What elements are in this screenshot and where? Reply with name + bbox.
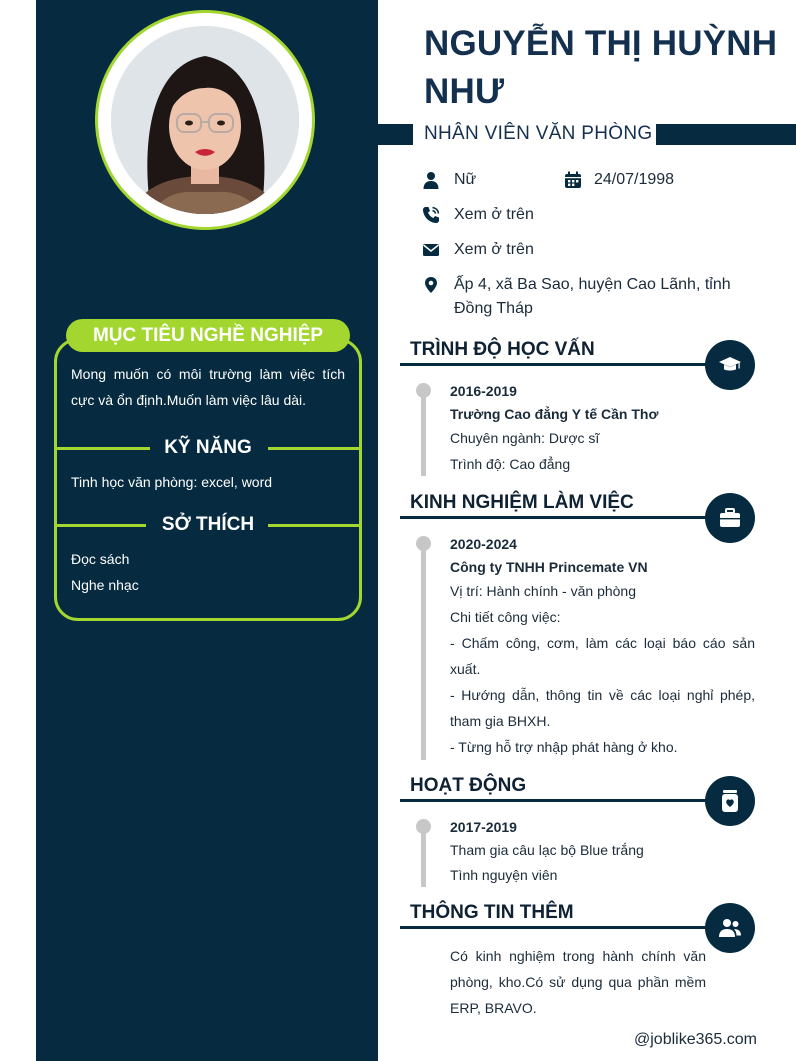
- list-item: Chi tiết công việc:: [450, 609, 561, 625]
- additional-title: THÔNG TIN THÊM: [410, 902, 574, 923]
- education-timeline: [421, 389, 426, 476]
- activities-header: [400, 772, 710, 800]
- activities-year: 2017-2019: [450, 819, 517, 835]
- job-title: NHÂN VIÊN VĂN PHÒNG: [424, 123, 653, 144]
- email-value: Xem ở trên: [454, 241, 534, 258]
- candidate-name: NGUYỄN THỊ HUỲNH NHƯ: [424, 24, 778, 111]
- experience-timeline-dot: [416, 536, 431, 551]
- avatar: [111, 26, 299, 214]
- briefcase-icon: [718, 506, 742, 530]
- skills-list: [71, 469, 345, 495]
- experience-title: KINH NGHIỆM LÀM VIỆC: [410, 492, 634, 513]
- phone-value: Xem ở trên: [454, 206, 534, 223]
- skills-divider: [54, 436, 362, 460]
- activities-title: HOẠT ĐỘNG: [410, 775, 527, 796]
- avatar-frame: [95, 10, 315, 230]
- user-icon: [422, 171, 440, 189]
- email-icon: [422, 241, 440, 259]
- activities-timeline-dot: [416, 819, 431, 834]
- activities-entry: [450, 815, 755, 889]
- list-item: - Chấm công, cơm, làm các loại báo cáo sản xuất.: [450, 635, 755, 677]
- list-item: Tình nguyện viên: [450, 867, 558, 883]
- experience-year: 2020-2024: [450, 536, 517, 552]
- list-item: Tham gia câu lạc bộ Blue trắng: [450, 842, 644, 858]
- list-item: Đọc sách: [71, 551, 130, 567]
- activities-timeline: [421, 825, 426, 887]
- heart-jar-icon: [718, 789, 742, 813]
- additional-icon-circle: [705, 903, 755, 953]
- objective-text: Mong muốn có môi trường làm việc tích cực và ổn định.Muốn làm việc lâu dài.: [71, 366, 345, 408]
- birthday-value: 24/07/1998: [594, 171, 675, 188]
- education-school: Trường Cao đẳng Y tế Cần Thơ: [450, 406, 659, 422]
- avatar-portrait-icon: [111, 26, 299, 214]
- graduation-cap-icon: [718, 353, 742, 377]
- education-title: TRÌNH ĐỘ HỌC VẤN: [410, 339, 595, 360]
- additional-entry: [450, 943, 706, 1021]
- hobbies-title: SỞ THÍCH: [161, 514, 255, 535]
- objective-title: MỤC TIÊU NGHỀ NGHIỆP: [66, 319, 350, 352]
- education-header: [400, 336, 710, 364]
- experience-timeline: [421, 542, 426, 760]
- address-value: Ấp 4, xã Ba Sao, huyện Cao Lãnh, tỉnh Đồng Tháp: [454, 276, 731, 317]
- gender-value: Nữ: [454, 171, 477, 188]
- hobbies-divider: [54, 513, 362, 537]
- list-item: Vị trí: Hành chính - văn phòng: [450, 583, 636, 599]
- list-item: Trình độ: Cao đẳng: [450, 456, 571, 472]
- education-entry: [450, 379, 755, 477]
- experience-header: [400, 489, 710, 517]
- additional-header: [400, 899, 710, 927]
- hobbies-list: [71, 546, 345, 598]
- list-item: Nghe nhạc: [71, 577, 139, 593]
- experience-entry: [450, 532, 755, 760]
- list-item: Chuyên ngành: Dược sĩ: [450, 430, 600, 446]
- location-pin-icon: [422, 276, 440, 294]
- watermark: @joblike365.com: [634, 1031, 757, 1048]
- phone-icon: [422, 206, 440, 224]
- skills-title: KỸ NĂNG: [164, 437, 252, 458]
- title-bar-left: [378, 124, 413, 145]
- list-item: - Hướng dẫn, thông tin về các loại nghỉ phép, tham gia BHXH.: [450, 687, 755, 729]
- calendar-icon: [564, 171, 582, 189]
- education-year: 2016-2019: [450, 383, 517, 399]
- list-item: Tinh học văn phòng: excel, word: [71, 474, 273, 490]
- user-group-icon: [718, 916, 742, 940]
- additional-text: Có kinh nghiệm trong hành chính văn phòng, kho.Có sử dụng qua phần mềm ERP, BRAVO.: [450, 948, 706, 1016]
- title-bar-right: [656, 124, 796, 145]
- education-timeline-dot: [416, 383, 431, 398]
- list-item: - Từng hỗ trợ nhập phát hàng ở kho.: [450, 739, 678, 755]
- left-sidebar: [36, 0, 378, 1061]
- experience-company: Công ty TNHH Princemate VN: [450, 559, 648, 575]
